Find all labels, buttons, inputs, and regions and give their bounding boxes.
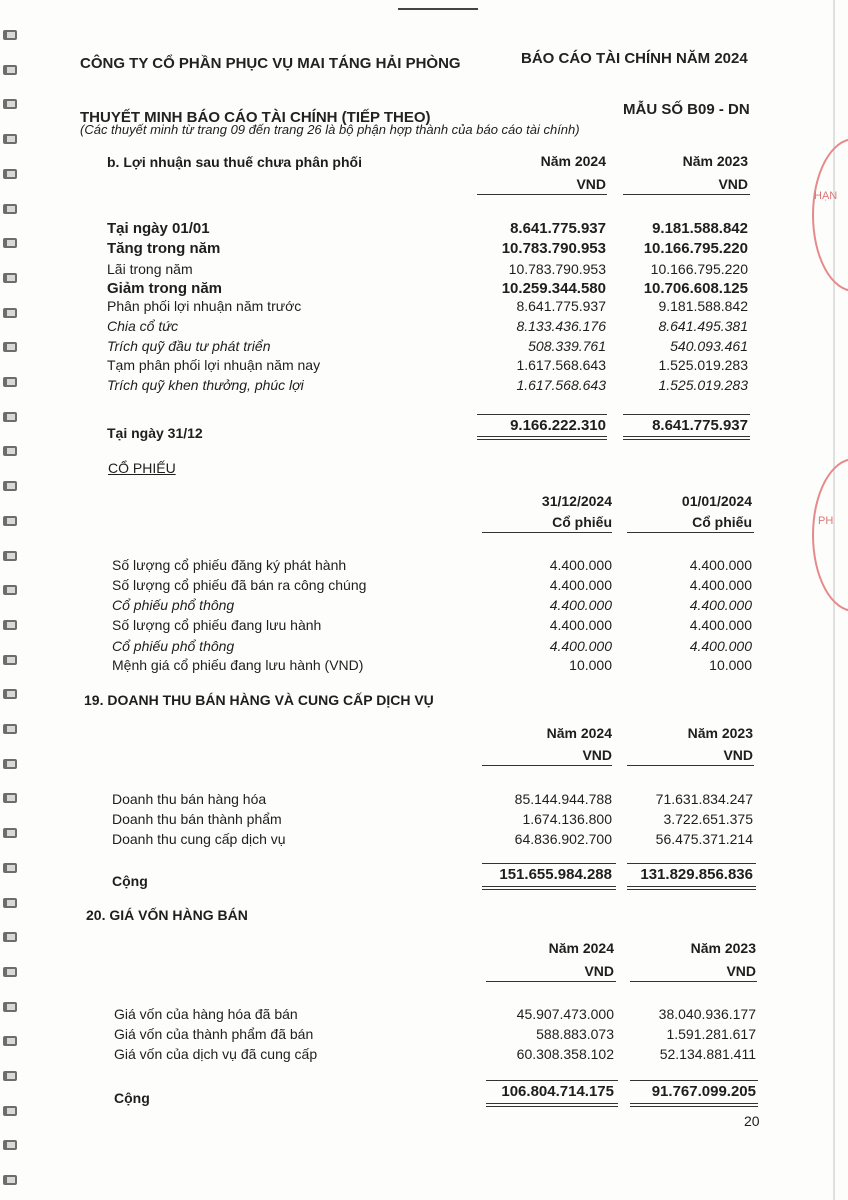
binding-ring	[3, 1106, 17, 1116]
shares-row-value-1: 4.400.000	[549, 577, 612, 593]
page-number: 20	[744, 1113, 760, 1129]
shares-row-value-2: 4.400.000	[689, 577, 752, 593]
binding-ring	[3, 238, 17, 248]
binding-ring	[3, 446, 17, 456]
revenue-col2: Năm 2023	[687, 725, 753, 741]
profit-row-value-1: 8.641.775.937	[516, 298, 606, 314]
red-stamp-top	[812, 138, 848, 292]
profit-row-label: Chia cổ tức	[107, 318, 179, 334]
revenue-title: 19. DOANH THU BÁN HÀNG VÀ CUNG CẤP DỊCH VỤ	[84, 692, 434, 708]
cogs-header-line1	[486, 981, 616, 982]
revenue-row-value-1: 64.836.902.700	[514, 831, 612, 847]
profit-row-value-2: 1.525.019.283	[658, 357, 748, 373]
profit-row-value-1: 8.133.436.176	[516, 318, 606, 334]
profit-total-line1	[477, 414, 607, 415]
binding-ring	[3, 1140, 17, 1150]
profit-row-value-1: 8.641.775.937	[510, 220, 606, 237]
report-title: BÁO CÁO TÀI CHÍNH NĂM 2024	[521, 50, 748, 67]
revenue-total-line2	[627, 863, 756, 864]
shares-row-value-1: 4.400.000	[549, 617, 612, 633]
revenue-total-dline2	[627, 886, 756, 887]
profit-row-value-1: 1.617.568.643	[516, 357, 606, 373]
binding-ring	[3, 412, 17, 422]
company-name: CÔNG TY CỔ PHẦN PHỤC VỤ MAI TÁNG HẢI PHÒNG	[80, 55, 461, 72]
binding-ring	[3, 516, 17, 526]
revenue-unit2: VND	[723, 747, 753, 763]
top-mark	[398, 8, 478, 10]
cogs-title: 20. GIÁ VỐN HÀNG BÁN	[86, 907, 248, 923]
profit-row-label: Lãi trong năm	[107, 261, 193, 277]
revenue-total-dline1	[482, 886, 616, 887]
profit-row-label: Phân phối lợi nhuận năm trước	[107, 298, 302, 314]
profit-row-value-1: 10.783.790.953	[501, 240, 606, 257]
shares-row-label: Cổ phiếu phổ thông	[112, 597, 235, 613]
cogs-col2: Năm 2023	[690, 940, 756, 956]
shares-row-value-1: 4.400.000	[549, 638, 612, 654]
revenue-unit1: VND	[582, 747, 612, 763]
shares-row-label: Số lượng cổ phiếu đã bán ra công chúng	[112, 577, 367, 593]
profit-row-label: Tạm phân phối lợi nhuận năm nay	[107, 357, 321, 373]
binding-ring	[3, 481, 17, 491]
profit-total-dline2	[623, 436, 750, 437]
binding-ring	[3, 169, 17, 179]
shares-col2: 01/01/2024	[681, 493, 752, 509]
revenue-row-value-1: 1.674.136.800	[522, 811, 612, 827]
cogs-total-line1	[486, 1080, 618, 1081]
revenue-col1: Năm 2024	[546, 725, 612, 741]
note-text: (Các thuyết minh từ trang 09 đến trang 26 là bộ phận hợp thành của báo cáo tài chính)	[80, 122, 580, 137]
revenue-row-label: Doanh thu bán thành phẩm	[112, 811, 282, 827]
shares-row-value-1: 4.400.000	[549, 597, 612, 613]
binding-ring	[3, 793, 17, 803]
profit-row-value-1: 508.339.761	[528, 338, 606, 354]
red-stamp-bottom	[812, 458, 848, 612]
revenue-row-label: Doanh thu cung cấp dịch vụ	[112, 831, 286, 847]
cogs-row-value-1: 45.907.473.000	[516, 1006, 614, 1022]
revenue-header-line1	[482, 765, 612, 766]
binding-ring	[3, 689, 17, 699]
binding-ring	[3, 308, 17, 318]
binding-ring	[3, 1036, 17, 1046]
cogs-total-dline1	[486, 1103, 618, 1104]
shares-row-value-2: 10.000	[709, 657, 752, 673]
revenue-total-value-1: 151.655.984.288	[499, 866, 612, 883]
binding-ring	[3, 932, 17, 942]
revenue-total-value-2: 131.829.856.836	[640, 866, 753, 883]
cogs-header-line2	[630, 981, 757, 982]
shares-row-value-2: 4.400.000	[689, 617, 752, 633]
binding-ring	[3, 759, 17, 769]
profit-col2: Năm 2023	[682, 153, 748, 169]
profit-total-label: Tại ngày 31/12	[107, 425, 203, 441]
shares-header-line2	[627, 532, 754, 533]
shares-unit2: Cổ phiếu	[692, 514, 752, 530]
binding-ring	[3, 1175, 17, 1185]
cogs-total-label: Cộng	[114, 1090, 150, 1106]
revenue-total-label: Cộng	[112, 873, 148, 889]
section-title: THUYẾT MINH BÁO CÁO TÀI CHÍNH (TIẾP THEO)	[80, 109, 431, 126]
shares-row-label: Mệnh giá cổ phiếu đang lưu hành (VND)	[112, 657, 364, 673]
profit-title: b. Lợi nhuận sau thuế chưa phân phối	[107, 154, 362, 170]
stamp-text-bottom: PH	[818, 515, 834, 527]
cogs-total-dline2	[630, 1103, 758, 1104]
revenue-row-value-2: 71.631.834.247	[655, 791, 753, 807]
cogs-row-value-1: 60.308.358.102	[516, 1046, 614, 1062]
cogs-total-value-2: 91.767.099.205	[651, 1083, 756, 1100]
binding-ring	[3, 1071, 17, 1081]
shares-title: CỔ PHIẾU	[108, 460, 176, 476]
cogs-row-value-2: 1.591.281.617	[666, 1026, 756, 1042]
binding-ring	[3, 134, 17, 144]
profit-row-value-2: 10.706.608.125	[643, 280, 748, 297]
binding-ring	[3, 828, 17, 838]
cogs-row-label: Giá vốn của hàng hóa đã bán	[114, 1006, 298, 1022]
binding-ring	[3, 898, 17, 908]
profit-header-line2	[623, 194, 750, 195]
profit-row-value-2: 540.093.461	[670, 338, 748, 354]
profit-unit2: VND	[718, 176, 748, 192]
profit-total-value-1: 9.166.222.310	[510, 417, 606, 434]
profit-row-value-2: 9.181.588.842	[658, 298, 748, 314]
binding-ring	[3, 863, 17, 873]
shares-col1: 31/12/2024	[541, 493, 612, 509]
profit-total-line2	[623, 414, 750, 415]
profit-row-label: Tại ngày 01/01	[107, 220, 210, 237]
binding-ring	[3, 967, 17, 977]
revenue-row-value-2: 56.475.371.214	[655, 831, 753, 847]
cogs-total-value-1: 106.804.714.175	[501, 1083, 614, 1100]
shares-header-line1	[482, 532, 612, 533]
profit-row-value-1: 10.783.790.953	[508, 261, 606, 277]
profit-row-value-1: 1.617.568.643	[516, 377, 606, 393]
profit-header-line1	[477, 194, 607, 195]
stamp-text-top: HẠN	[814, 190, 838, 202]
cogs-unit2: VND	[726, 963, 756, 979]
profit-total-value-2: 8.641.775.937	[652, 417, 748, 434]
profit-unit1: VND	[576, 176, 606, 192]
profit-row-value-2: 9.181.588.842	[652, 220, 748, 237]
spiral-binding	[0, 0, 22, 1200]
revenue-row-value-2: 3.722.651.375	[663, 811, 753, 827]
binding-ring	[3, 65, 17, 75]
revenue-row-label: Doanh thu bán hàng hóa	[112, 791, 267, 807]
cogs-row-value-2: 52.134.881.411	[659, 1046, 756, 1062]
profit-row-value-2: 10.166.795.220	[643, 240, 748, 257]
profit-row-value-2: 8.641.495.381	[658, 318, 748, 334]
revenue-total-line1	[482, 863, 616, 864]
binding-ring	[3, 30, 17, 40]
shares-row-value-1: 10.000	[569, 657, 612, 673]
binding-ring	[3, 620, 17, 630]
binding-ring	[3, 99, 17, 109]
profit-row-value-1: 10.259.344.580	[501, 280, 606, 297]
shares-row-value-2: 4.400.000	[689, 557, 752, 573]
binding-ring	[3, 655, 17, 665]
shares-row-label: Số lượng cổ phiếu đăng ký phát hành	[112, 557, 347, 573]
cogs-row-label: Giá vốn của thành phẩm đã bán	[114, 1026, 314, 1042]
binding-ring	[3, 342, 17, 352]
shares-row-value-2: 4.400.000	[689, 597, 752, 613]
cogs-col1: Năm 2024	[548, 940, 614, 956]
profit-row-label: Giảm trong năm	[107, 280, 223, 297]
shares-row-label: Cổ phiếu phổ thông	[112, 638, 235, 654]
shares-row-value-1: 4.400.000	[549, 557, 612, 573]
profit-row-label: Trích quỹ khen thưởng, phúc lợi	[107, 377, 304, 393]
shares-unit1: Cổ phiếu	[552, 514, 612, 530]
binding-ring	[3, 551, 17, 561]
cogs-row-value-1: 588.883.073	[536, 1026, 614, 1042]
form-number: MẪU SỐ B09 - DN	[623, 101, 750, 118]
profit-row-value-2: 1.525.019.283	[658, 377, 748, 393]
shares-row-value-2: 4.400.000	[689, 638, 752, 654]
profit-row-value-2: 10.166.795.220	[650, 261, 748, 277]
profit-row-label: Trích quỹ đầu tư phát triển	[107, 338, 271, 354]
profit-row-label: Tăng trong năm	[107, 240, 221, 257]
profit-col1: Năm 2024	[540, 153, 606, 169]
revenue-header-line2	[627, 765, 754, 766]
binding-ring	[3, 585, 17, 595]
binding-ring	[3, 724, 17, 734]
shares-row-label: Số lượng cổ phiếu đang lưu hành	[112, 617, 322, 633]
binding-ring	[3, 273, 17, 283]
profit-total-dline1	[477, 436, 607, 437]
revenue-row-value-1: 85.144.944.788	[514, 791, 612, 807]
cogs-row-label: Giá vốn của dịch vụ đã cung cấp	[114, 1046, 318, 1062]
binding-ring	[3, 204, 17, 214]
binding-ring	[3, 377, 17, 387]
binding-ring	[3, 1002, 17, 1012]
cogs-row-value-2: 38.040.936.177	[658, 1006, 756, 1022]
cogs-unit1: VND	[584, 963, 614, 979]
cogs-total-line2	[630, 1080, 758, 1081]
